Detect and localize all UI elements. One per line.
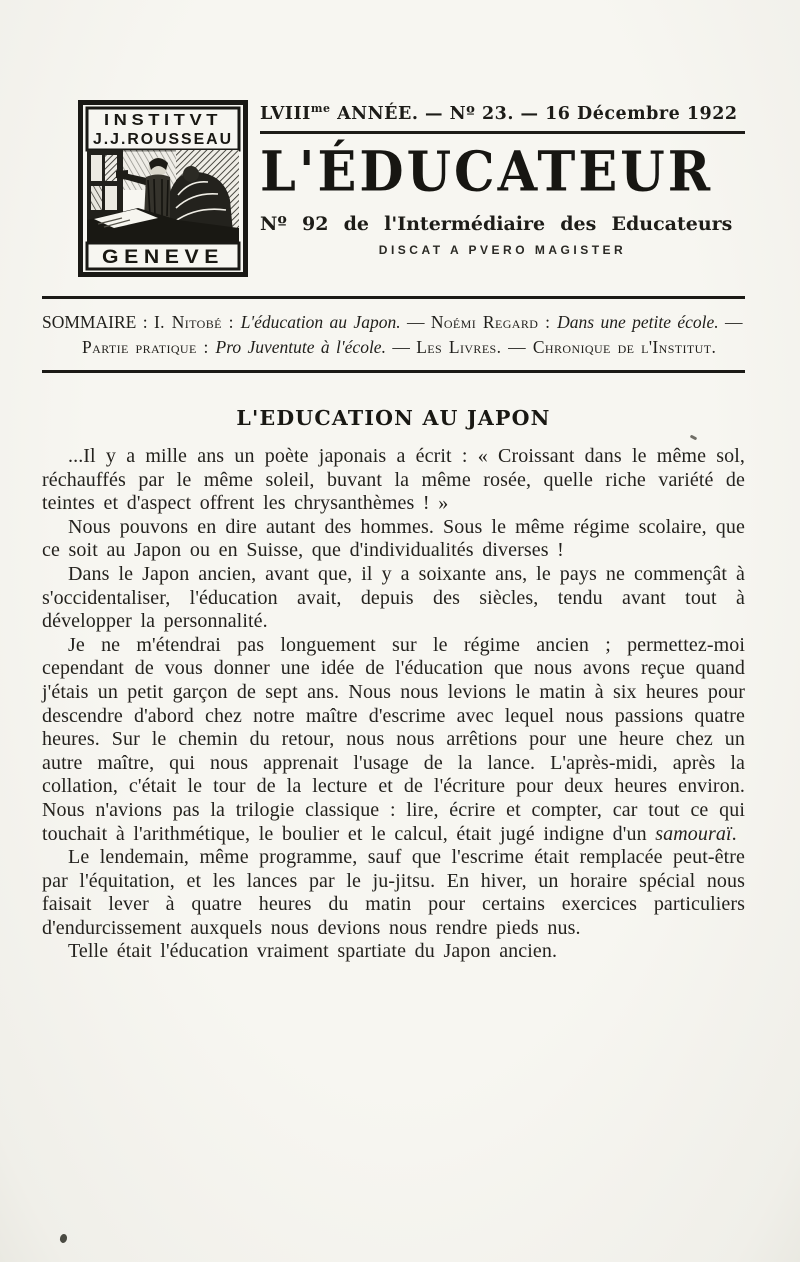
logo-line2: J.J.ROUSSEAU: [93, 131, 233, 148]
woodcut-scene: [87, 150, 239, 243]
woodcut-illustration: [78, 100, 248, 277]
paragraph-4: [42, 634, 745, 846]
sommaire-section: Partie pratique :: [82, 337, 216, 357]
sommaire-work-2: Dans une petite école.: [557, 312, 719, 332]
sommaire: [42, 310, 745, 360]
dateline: [260, 102, 745, 124]
article: [42, 406, 745, 964]
paragraph-6: Telle était l'éducation vraiment spartiate du Japon ancien.: [68, 940, 558, 963]
sommaire-author-1: I. Nitobé :: [153, 312, 241, 332]
horizontal-rule-top: [42, 296, 745, 299]
paragraph-5: Le lendemain, même programme, sauf que l'escrime était remplacée peut-être par l'équitation, et les lances par le ju-jitsu. En hiver, un horaire spécial nous faisait lever à quatre heures du matin pour certains exercices particuliers d'endurcissement auxquels nous devions nous rendre pieds nus.: [42, 846, 745, 939]
dateline-rule: [260, 131, 745, 134]
paragraph-2: Nous pouvons en dire autant des hommes. Sous le même régime scolaire, que ce soit au Japon ou en Suisse, que d'individualités diverses !: [42, 515, 745, 562]
horizontal-rule-bottom: [42, 370, 745, 373]
sommaire-separator: —: [718, 312, 743, 332]
sommaire-work-3: Pro Juventute à l'école.: [215, 337, 386, 357]
paragraph-4-text: Je ne m'étendrai pas longuement sur le régime ancien ; permettez-moi cependant de vous donner une idée de l'éducation que nous avons reçue quand j'étais un petit garçon de sept ans. Nous nous levions le matin à six heures pour descendre d'abord chez notre maître d'escrime avec lequel nous passions quatre heures. Sur le chemin du retour, nous nous arrêtions pour une heure chez un autre maître, qui nous apprenait l'usage de la lance. L'après-midi, après la collation, c'était le tour de la lecture et de l'écriture pour deux heures environ. Nous n'avions pas la trilogie classique : lire, écrire et compter, car tout ce qui touchait à l'arithmétique, le boulier et le calcul, était jugé indigne d'un: [42, 633, 745, 845]
sommaire-separator: —: [400, 312, 431, 332]
journal-motto: DISCAT A PVERO MAGISTER: [378, 243, 627, 258]
logo-line1: INSTITVT: [104, 112, 222, 129]
journal-subtitle: Nº 92 de l'Intermédiaire des Educateurs: [260, 213, 733, 236]
scan-speck: [59, 1233, 68, 1244]
sommaire-author-2: Noémi Regard :: [430, 312, 558, 332]
volume-ordinal: me: [310, 102, 331, 115]
masthead-right: [260, 100, 745, 257]
article-title: L'EDUCATION AU JAPON: [236, 406, 551, 430]
journal-title: L'ÉDUCATEUR: [260, 139, 714, 205]
paragraph-4-italic: samouraï: [655, 822, 732, 845]
paragraph-1: ...Il y a mille ans un poète japonais a écrit : « Croissant dans le même sol, réchauffés par le même soleil, buvant la même rosée, quelle riche variété de teintes et d'aspect offrent les chrysanthèmes ! »: [42, 445, 745, 515]
institute-logo: [78, 100, 248, 277]
masthead: [42, 100, 745, 277]
sommaire-tail: Les Livres. — Chronique de l'Institut.: [416, 337, 717, 357]
volume-number: LVIII: [260, 103, 311, 124]
paragraph-3: Dans le Japon ancien, avant que, il y a soixante ans, le pays ne commençât à s'occidentaliser, l'éducation avait, depuis des siècles, tendu avant tout à développer la personnalité.: [42, 562, 745, 633]
sommaire-separator: —: [385, 337, 417, 357]
dateline-rest: ANNÉE. — Nº 23. — 16 Décembre 1922: [330, 103, 738, 124]
logo-city: GENEVE: [102, 247, 224, 268]
sommaire-work-1: L'éducation au Japon.: [240, 312, 401, 332]
paragraph-4-end: .: [731, 822, 737, 845]
sommaire-label: SOMMAIRE :: [42, 312, 154, 332]
